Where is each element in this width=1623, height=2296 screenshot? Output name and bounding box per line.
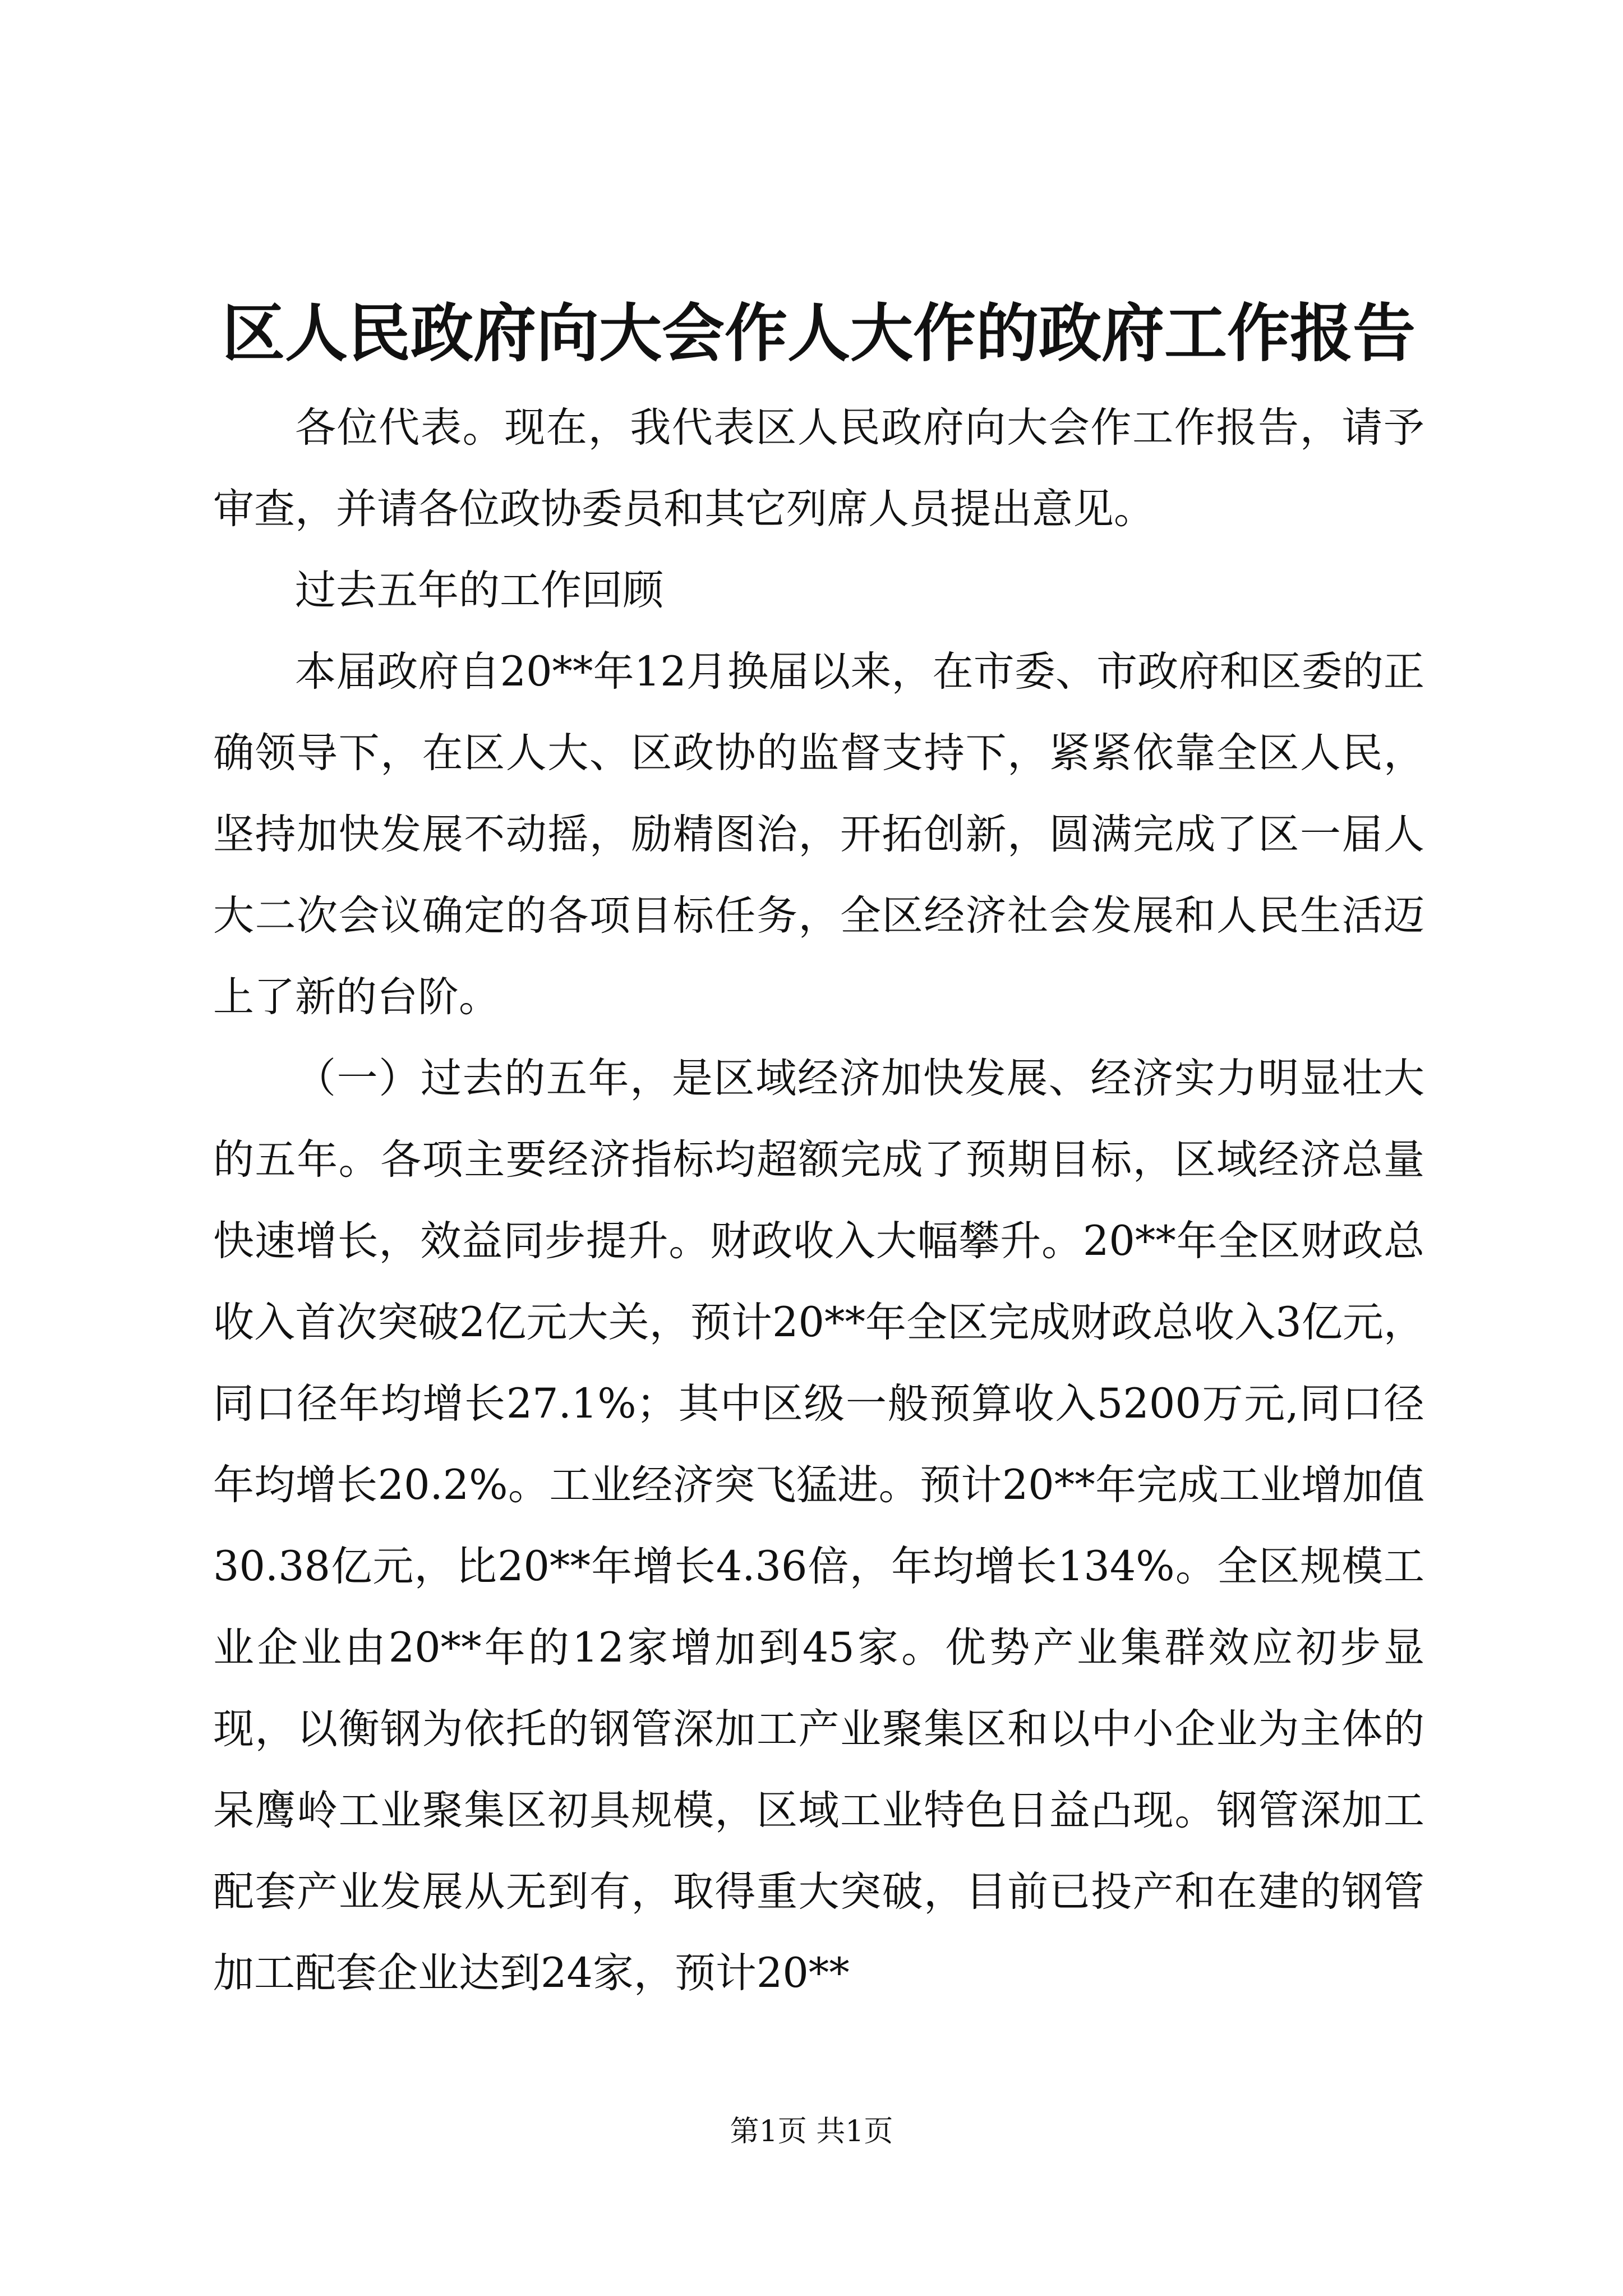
paragraph-greeting: 各位代表。现在，我代表区人民政府向大会作工作报告，请予审查，并请各位政协委员和其它列席人员提出意见。: [213, 404, 1424, 533]
document-title: 区人民政府向大会作人大作的政府工作报告: [222, 297, 1415, 370]
paragraph-review: 本届政府自20**年12月换届以来，在市委、市政府和区委的正确领导下，在区人大、区政协的监督支持下，紧紧依靠全区人民，坚持加快发展不动摇，励精图治，开拓创新，圆满完成了区一届人大二次会议确定的各项目标任务，全区经济社会发展和人民生活迈上了新的台阶。: [213, 648, 1424, 1021]
document-body: [213, 387, 1424, 2014]
page-number-footer: 第1页 共1页: [730, 2115, 893, 2148]
paragraph-economy: （一）过去的五年，是区域经济加快发展、经济实力明显壮大的五年。各项主要经济指标均超额完成了预期目标，区域经济总量快速增长，效益同步提升。财政收入大幅攀升。20**年全区财政总收入首次突破2亿元大关，预计20**年全区完成财政总收入3亿元，同口径年均增长27.1%；其中区级一般预算收入5200万元,同口径年均增长20.2%。工业经济突飞猛进。预计20**年完成工业增加值30.38亿元，比20**年增长4.36倍，年均增长134%。全区规模工业企业由20**年的12家增加到45家。优势产业集群效应初步显现，以衡钢为依托的钢管深加工产业聚集区和以中小企业为主体的呆鹰岭工业聚集区初具规模，区域工业特色日益凸现。钢管深加工配套产业发展从无到有，取得重大突破，目前已投产和在建的钢管加工配套企业达到24家，预计20**: [213, 1055, 1424, 1997]
section-heading: 过去五年的工作回顾: [295, 567, 663, 614]
